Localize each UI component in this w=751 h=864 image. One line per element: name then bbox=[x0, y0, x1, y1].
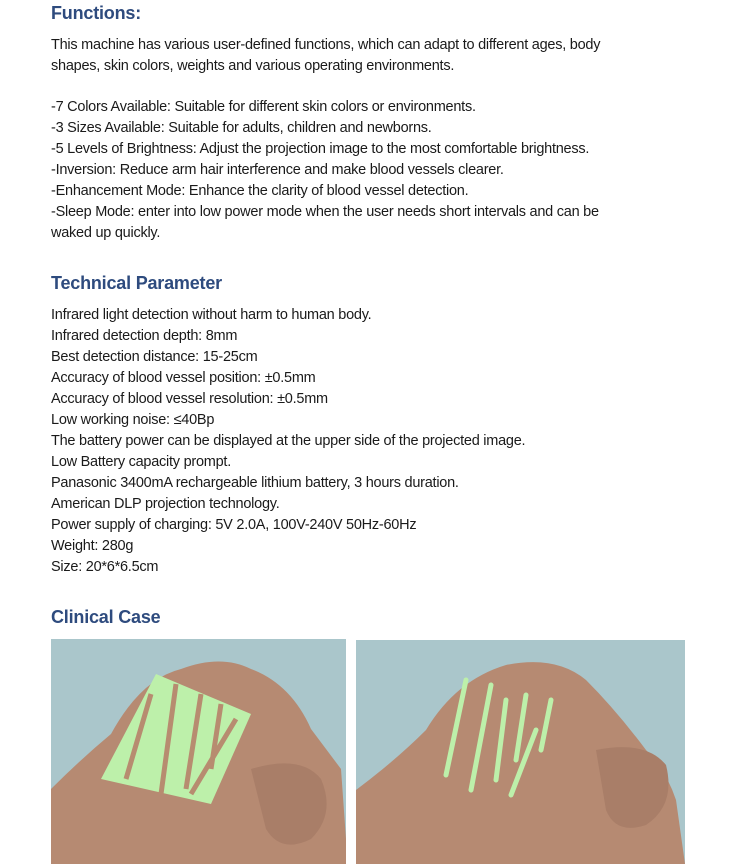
functions-intro bbox=[51, 35, 711, 77]
functions-list bbox=[51, 97, 711, 244]
spec-item: The battery power can be displayed at the upper side of the projected image. bbox=[51, 433, 526, 449]
intro-line: shapes, skin colors, weights and various operating environments. bbox=[51, 58, 455, 74]
intro-line: This machine has various user-defined functions, which can adapt to different ages, body bbox=[51, 37, 601, 53]
spec-item: American DLP projection technology. bbox=[51, 496, 280, 512]
spec-item: Size: 20*6*6.5cm bbox=[51, 559, 159, 575]
function-item: -Enhancement Mode: Enhance the clarity of blood vessel detection. bbox=[51, 183, 469, 199]
technical-heading: Technical Parameter bbox=[51, 273, 222, 293]
function-item: -7 Colors Available: Suitable for different skin colors or environments. bbox=[51, 99, 476, 115]
hand-projection-image bbox=[51, 639, 346, 864]
technical-list bbox=[51, 305, 711, 578]
spec-item: Accuracy of blood vessel resolution: ±0.5mm bbox=[51, 391, 328, 407]
clinical-heading: Clinical Case bbox=[51, 607, 161, 627]
function-item: -Sleep Mode: enter into low power mode when the user needs short intervals and can be bbox=[51, 204, 599, 220]
spec-item: Best detection distance: 15-25cm bbox=[51, 349, 258, 365]
clinical-photo-1 bbox=[51, 639, 346, 864]
spec-item: Panasonic 3400mA rechargeable lithium battery, 3 hours duration. bbox=[51, 475, 459, 491]
function-item: -3 Sizes Available: Suitable for adults, children and newborns. bbox=[51, 120, 432, 136]
functions-heading: Functions: bbox=[51, 3, 141, 23]
function-item: waked up quickly. bbox=[51, 225, 161, 241]
spec-item: Low Battery capacity prompt. bbox=[51, 454, 231, 470]
function-item: -Inversion: Reduce arm hair interference and make blood vessels clearer. bbox=[51, 162, 504, 178]
function-item: -5 Levels of Brightness: Adjust the projection image to the most comfortable brightness. bbox=[51, 141, 590, 157]
spec-item: Weight: 280g bbox=[51, 538, 134, 554]
spec-item: Power supply of charging: 5V 2.0A, 100V-240V 50Hz-60Hz bbox=[51, 517, 417, 533]
spec-item: Low working noise: ≤40Bp bbox=[51, 412, 215, 428]
spec-item: Infrared detection depth: 8mm bbox=[51, 328, 238, 344]
hand-outline-projection-image bbox=[356, 640, 685, 864]
clinical-photo-2 bbox=[356, 640, 685, 864]
spec-item: Infrared light detection without harm to human body. bbox=[51, 307, 372, 323]
spec-item: Accuracy of blood vessel position: ±0.5mm bbox=[51, 370, 316, 386]
